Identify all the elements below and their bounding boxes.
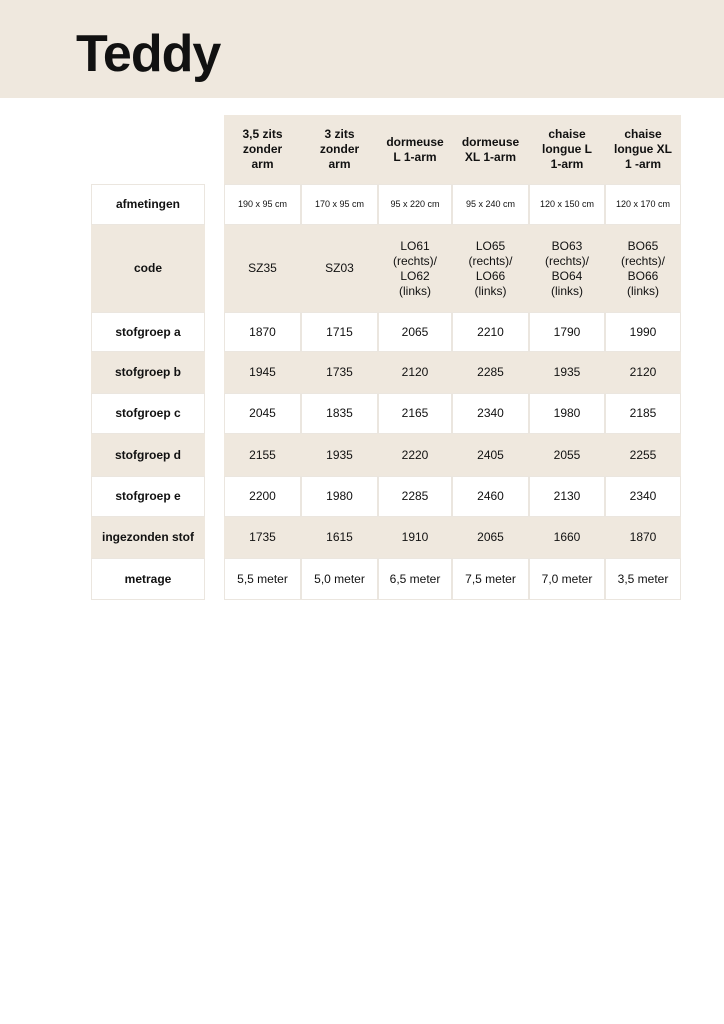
table-cell: 120 x 170 cm bbox=[605, 184, 681, 225]
row-label: stofgroep d bbox=[91, 434, 205, 476]
column-header: chaise longue XL 1 -arm bbox=[605, 115, 681, 184]
column-header: dormeuse XL 1-arm bbox=[452, 115, 529, 184]
table-cell: 2055 bbox=[529, 434, 605, 476]
column-header: 3 zits zonder arm bbox=[301, 115, 378, 184]
table-cell: 1835 bbox=[301, 393, 378, 434]
table-cell: 1615 bbox=[301, 517, 378, 558]
table-cell: 1910 bbox=[378, 517, 452, 558]
table-cell: 1735 bbox=[224, 517, 301, 558]
table-cell: 2405 bbox=[452, 434, 529, 476]
table-cell: 120 x 150 cm bbox=[529, 184, 605, 225]
table-cell: 1870 bbox=[224, 312, 301, 352]
table-cell: 3,5 meter bbox=[605, 558, 681, 600]
table-cell: LO61 (rechts)/ LO62 (links) bbox=[378, 225, 452, 312]
row-label: metrage bbox=[91, 558, 205, 600]
table-cell: 2155 bbox=[224, 434, 301, 476]
table-cell: 5,0 meter bbox=[301, 558, 378, 600]
table-cell: BO65 (rechts)/ BO66 (links) bbox=[605, 225, 681, 312]
table-cell: 190 x 95 cm bbox=[224, 184, 301, 225]
table-cell: 7,5 meter bbox=[452, 558, 529, 600]
table-cell: 2220 bbox=[378, 434, 452, 476]
table-cell: 5,5 meter bbox=[224, 558, 301, 600]
table-cell: 2200 bbox=[224, 476, 301, 517]
table-cell: 2210 bbox=[452, 312, 529, 352]
table-cell: 2285 bbox=[452, 352, 529, 393]
table-cell: 2045 bbox=[224, 393, 301, 434]
table-cell: 2285 bbox=[378, 476, 452, 517]
table-cell: 2065 bbox=[452, 517, 529, 558]
table-cell: 6,5 meter bbox=[378, 558, 452, 600]
table-cell: 2255 bbox=[605, 434, 681, 476]
table-cell: LO65 (rechts)/ LO66 (links) bbox=[452, 225, 529, 312]
page-header bbox=[0, 0, 724, 98]
table-cell: 1945 bbox=[224, 352, 301, 393]
row-label: stofgroep a bbox=[91, 312, 205, 352]
table-cell: 2065 bbox=[378, 312, 452, 352]
table-cell: 2130 bbox=[529, 476, 605, 517]
table-cell: SZ03 bbox=[301, 225, 378, 312]
row-label: ingezonden stof bbox=[91, 517, 205, 558]
table-cell: 170 x 95 cm bbox=[301, 184, 378, 225]
table-cell: 1935 bbox=[301, 434, 378, 476]
table-cell: 2460 bbox=[452, 476, 529, 517]
table-cell: 1990 bbox=[605, 312, 681, 352]
table-cell: 1790 bbox=[529, 312, 605, 352]
row-label: code bbox=[91, 225, 205, 312]
page-title: Teddy bbox=[76, 25, 221, 83]
table-cell: 1870 bbox=[605, 517, 681, 558]
table-cell: 7,0 meter bbox=[529, 558, 605, 600]
table-cell: 1935 bbox=[529, 352, 605, 393]
table-cell: 1660 bbox=[529, 517, 605, 558]
row-label: afmetingen bbox=[91, 184, 205, 225]
row-label: stofgroep c bbox=[91, 393, 205, 434]
table-cell: 1980 bbox=[529, 393, 605, 434]
table-cell: BO63 (rechts)/ BO64 (links) bbox=[529, 225, 605, 312]
table-cell: SZ35 bbox=[224, 225, 301, 312]
table-cell: 1715 bbox=[301, 312, 378, 352]
table-cell: 2185 bbox=[605, 393, 681, 434]
column-header: 3,5 zits zonder arm bbox=[224, 115, 301, 184]
column-header: dormeuse L 1-arm bbox=[378, 115, 452, 184]
table-cell: 2165 bbox=[378, 393, 452, 434]
table-cell: 2340 bbox=[605, 476, 681, 517]
column-header: chaise longue L 1-arm bbox=[529, 115, 605, 184]
table-cell: 95 x 220 cm bbox=[378, 184, 452, 225]
table-cell: 1980 bbox=[301, 476, 378, 517]
table-cell: 1735 bbox=[301, 352, 378, 393]
row-label: stofgroep b bbox=[91, 352, 205, 393]
table-cell: 2120 bbox=[378, 352, 452, 393]
table-cell: 95 x 240 cm bbox=[452, 184, 529, 225]
table-cell: 2340 bbox=[452, 393, 529, 434]
table-cell: 2120 bbox=[605, 352, 681, 393]
row-label: stofgroep e bbox=[91, 476, 205, 517]
